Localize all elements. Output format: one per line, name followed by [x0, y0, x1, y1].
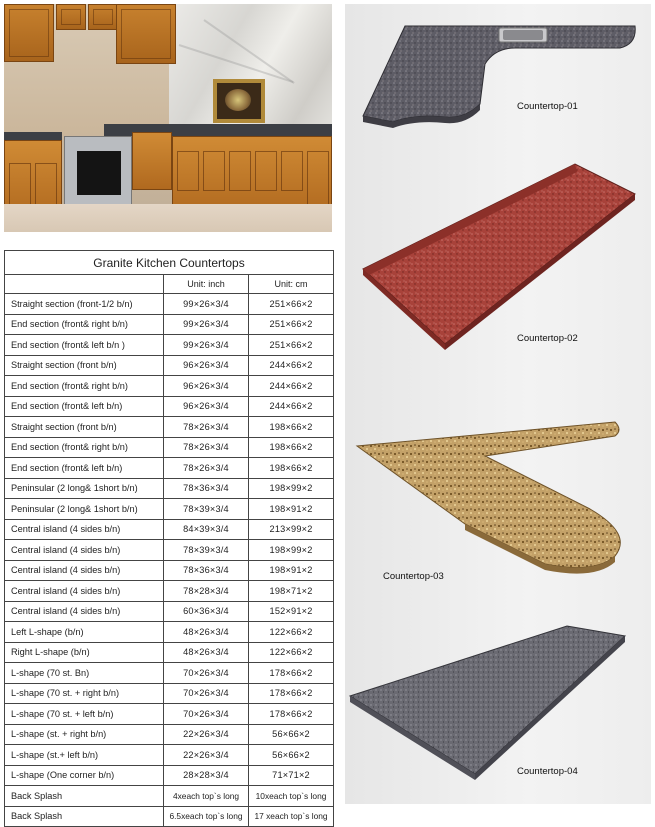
table-row: [5, 437, 334, 458]
row-inch: 48×26×3/4: [164, 642, 249, 663]
row-cm: 71×71×2: [249, 765, 334, 786]
granite-counter: [4, 132, 62, 140]
row-cm: 56×66×2: [249, 745, 334, 766]
row-cm: 198×91×2: [249, 499, 334, 520]
row-name: Straight section (front b/n): [5, 417, 164, 438]
product-panel: [345, 4, 651, 804]
row-cm: 178×66×2: [249, 663, 334, 684]
row-inch: 48×26×3/4: [164, 622, 249, 643]
row-inch: 78×28×3/4: [164, 581, 249, 602]
row-name: Back Splash: [5, 786, 164, 807]
table-body: [5, 294, 334, 827]
row-inch: 60×36×3/4: [164, 601, 249, 622]
table-row: [5, 417, 334, 438]
table-row: [5, 683, 334, 704]
table-row: [5, 396, 334, 417]
row-cm: 198×71×2: [249, 581, 334, 602]
upper-cabinet: [88, 4, 118, 30]
row-cm: 244×66×2: [249, 355, 334, 376]
table-row: [5, 499, 334, 520]
row-cm: 244×66×2: [249, 396, 334, 417]
row-name: Central island (4 sides b/n): [5, 540, 164, 561]
row-name: L-shape (st. + right b/n): [5, 724, 164, 745]
table-row: [5, 560, 334, 581]
row-name: Peninsular (2 long& 1short b/n): [5, 499, 164, 520]
row-name: End section (front& left b/n ): [5, 335, 164, 356]
row-cm: 251×66×2: [249, 294, 334, 315]
countertop-02-label: Countertop-02: [517, 333, 578, 344]
row-inch: 99×26×3/4: [164, 335, 249, 356]
row-name: Central island (4 sides b/n): [5, 581, 164, 602]
table-title: Granite Kitchen Countertops: [5, 251, 334, 275]
table-row: [5, 581, 334, 602]
table-row: [5, 724, 334, 745]
row-inch: 96×26×3/4: [164, 376, 249, 397]
row-cm: 198×66×2: [249, 458, 334, 479]
oven: [64, 136, 132, 208]
row-inch: 22×26×3/4: [164, 745, 249, 766]
row-name: Central island (4 sides b/n): [5, 519, 164, 540]
row-inch: 84×39×3/4: [164, 519, 249, 540]
row-name: End section (front& right b/n): [5, 376, 164, 397]
row-inch: 96×26×3/4: [164, 355, 249, 376]
countertop-04-image: [350, 626, 625, 780]
row-cm: 10xeach top`s long: [249, 786, 334, 807]
row-name: Right L-shape (b/n): [5, 642, 164, 663]
row-name: Left L-shape (b/n): [5, 622, 164, 643]
row-cm: 178×66×2: [249, 704, 334, 725]
row-cm: 122×66×2: [249, 622, 334, 643]
row-inch: 78×36×3/4: [164, 560, 249, 581]
table-row: [5, 765, 334, 786]
row-name: End section (front& left b/n): [5, 458, 164, 479]
row-name: End section (front& left b/n): [5, 396, 164, 417]
row-cm: 213×99×2: [249, 519, 334, 540]
table-row: [5, 335, 334, 356]
row-name: Peninsular (2 long& 1short b/n): [5, 478, 164, 499]
row-inch: 28×28×3/4: [164, 765, 249, 786]
product-images: [345, 4, 651, 804]
row-cm: 198×99×2: [249, 540, 334, 561]
table-row: [5, 314, 334, 335]
row-cm: 178×66×2: [249, 683, 334, 704]
countertop-01-label: Countertop-01: [517, 101, 578, 112]
table-row: [5, 786, 334, 807]
table-row: [5, 622, 334, 643]
row-name: L-shape (70 st. + left b/n): [5, 704, 164, 725]
kitchen-photo: [4, 4, 332, 232]
countertop-01-image: [363, 26, 635, 128]
row-inch: 99×26×3/4: [164, 294, 249, 315]
table-row: [5, 704, 334, 725]
row-inch: 99×26×3/4: [164, 314, 249, 335]
table-row: [5, 294, 334, 315]
row-inch: 78×39×3/4: [164, 540, 249, 561]
countertop-spec-table: [4, 250, 334, 827]
row-inch: 4xeach top`s long: [164, 786, 249, 807]
floor: [4, 204, 332, 232]
countertop-04-label: Countertop-04: [517, 766, 578, 777]
table-row: [5, 642, 334, 663]
row-name: Back Splash: [5, 806, 164, 827]
base-cabinet: [132, 132, 172, 190]
row-inch: 78×36×3/4: [164, 478, 249, 499]
row-inch: 78×26×3/4: [164, 437, 249, 458]
table-row: [5, 478, 334, 499]
row-cm: 17 xeach top`s long: [249, 806, 334, 827]
table-row: [5, 458, 334, 479]
framed-painting: [213, 79, 265, 123]
row-name: L-shape (One corner b/n): [5, 765, 164, 786]
row-name: L-shape (70 st. + right b/n): [5, 683, 164, 704]
row-inch: 22×26×3/4: [164, 724, 249, 745]
row-inch: 70×26×3/4: [164, 663, 249, 684]
row-cm: 244×66×2: [249, 376, 334, 397]
row-inch: 78×26×3/4: [164, 458, 249, 479]
row-cm: 198×66×2: [249, 417, 334, 438]
countertop-02-image: [363, 164, 635, 350]
header-inch: Unit: inch: [164, 275, 249, 294]
row-cm: 198×91×2: [249, 560, 334, 581]
row-cm: 122×66×2: [249, 642, 334, 663]
table-row: [5, 540, 334, 561]
row-inch: 6.5xeach top`s long: [164, 806, 249, 827]
countertop-03-image: [357, 422, 620, 574]
countertop-03-label: Countertop-03: [383, 571, 444, 582]
table-row: [5, 376, 334, 397]
row-inch: 78×39×3/4: [164, 499, 249, 520]
row-cm: 198×99×2: [249, 478, 334, 499]
table-row: [5, 519, 334, 540]
row-name: End section (front& right b/n): [5, 437, 164, 458]
table-row: [5, 663, 334, 684]
upper-cabinet: [56, 4, 86, 30]
row-cm: 56×66×2: [249, 724, 334, 745]
row-name: Central island (4 sides b/n): [5, 601, 164, 622]
row-name: Straight section (front-1/2 b/n): [5, 294, 164, 315]
row-inch: 70×26×3/4: [164, 683, 249, 704]
upper-cabinet: [4, 4, 54, 62]
row-inch: 70×26×3/4: [164, 704, 249, 725]
upper-cabinet: [116, 4, 176, 64]
header-cm: Unit: cm: [249, 275, 334, 294]
table-row: [5, 601, 334, 622]
table-row: [5, 745, 334, 766]
row-name: Central island (4 sides b/n): [5, 560, 164, 581]
header-blank: [5, 275, 164, 294]
table-row: [5, 355, 334, 376]
table-row: [5, 806, 334, 827]
row-cm: 198×66×2: [249, 437, 334, 458]
row-name: End section (front& right b/n): [5, 314, 164, 335]
row-inch: 96×26×3/4: [164, 396, 249, 417]
row-inch: 78×26×3/4: [164, 417, 249, 438]
row-name: L-shape (70 st. Bn): [5, 663, 164, 684]
row-cm: 152×91×2: [249, 601, 334, 622]
row-name: L-shape (st.+ left b/n): [5, 745, 164, 766]
row-cm: 251×66×2: [249, 314, 334, 335]
row-name: Straight section (front b/n): [5, 355, 164, 376]
row-cm: 251×66×2: [249, 335, 334, 356]
